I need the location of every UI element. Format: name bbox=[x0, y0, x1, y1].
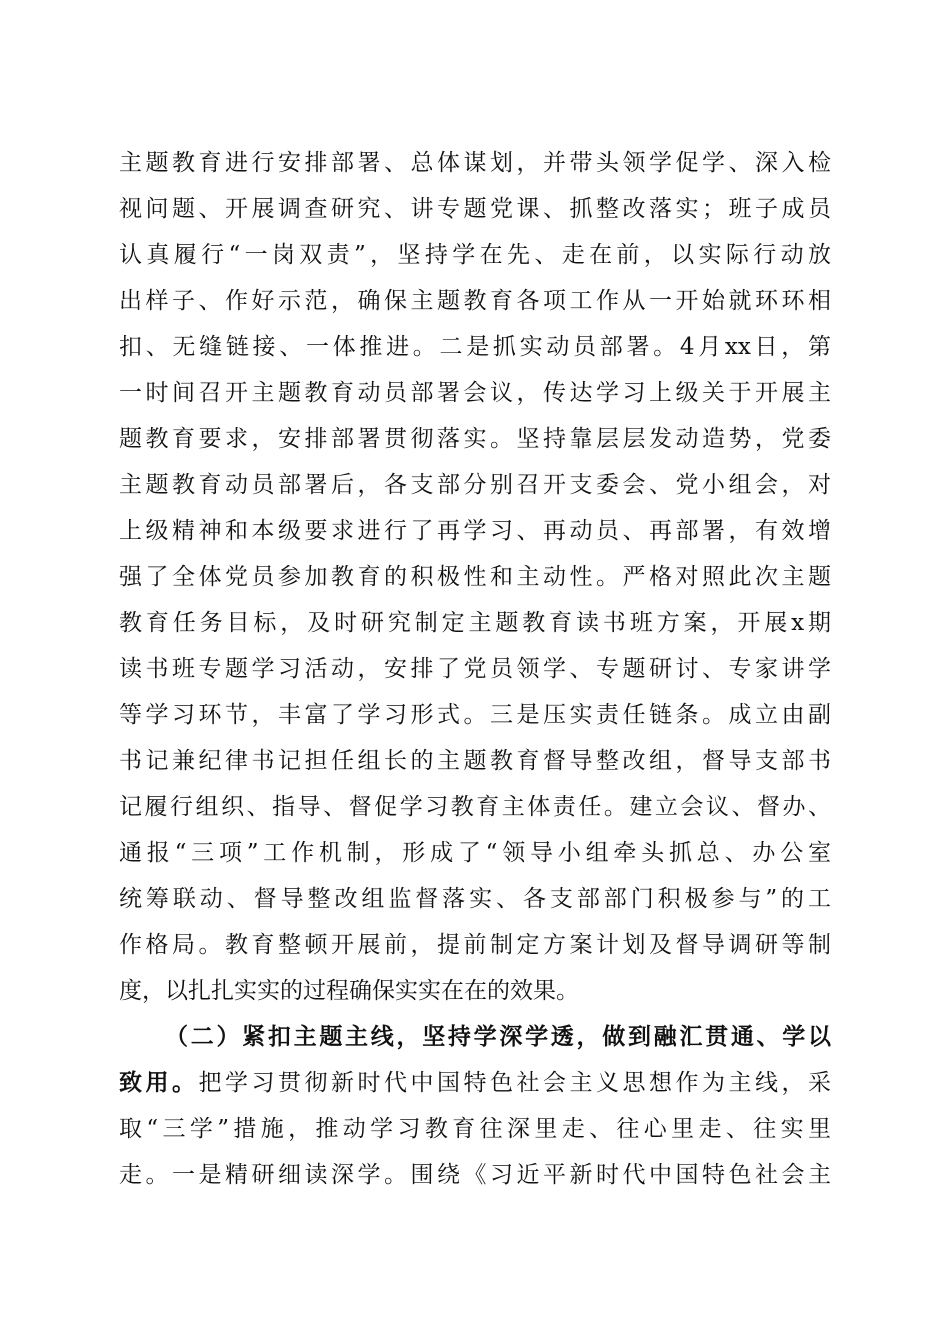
paragraph-line: 度，以扎扎实实的过程确保实实在在的效果。 bbox=[119, 978, 579, 1004]
paragraph-line: 读书班专题学习活动，安排了党员领学、专题研讨、专家讲学 bbox=[119, 656, 831, 682]
paragraph-text: 把学习贯彻新时代中国特色社会主义思想作为主线，采 bbox=[198, 1070, 831, 1096]
paragraph-line: 作格局。教育整顿开展前，提前制定方案计划及督导调研等制 bbox=[119, 932, 831, 958]
paragraph-line: 等学习环节，丰富了学习形式。三是压实责任链条。成立由副 bbox=[119, 702, 831, 728]
paragraph-line: 一时间召开主题教育动员部署会议，传达学习上级关于开展主 bbox=[119, 380, 831, 406]
paragraph-line: 视问题、开展调查研究、讲专题党课、抓整改落实；班子成员 bbox=[119, 196, 831, 222]
paragraph-line: 主题教育动员部署后，各支部分别召开支委会、党小组会，对 bbox=[119, 472, 831, 498]
paragraph-line: 扣、无缝链接、一体推进。二是抓实动员部署。4月xx日，第 bbox=[119, 334, 831, 360]
paragraph-line: 教育任务目标，及时研究制定主题教育读书班方案，开展x期 bbox=[119, 610, 831, 636]
paragraph-line: 走。一是精研细读深学。围绕《习近平新时代中国特色社会主 bbox=[119, 1162, 831, 1188]
section-heading-tail: 致用。 bbox=[119, 1069, 199, 1096]
paragraph-line: 认真履行“一岗双责”，坚持学在先、走在前，以实际行动放 bbox=[119, 242, 831, 268]
paragraph-line: 强了全体党员参加教育的积极性和主动性。严格对照此次主题 bbox=[119, 564, 831, 590]
paragraph-line: 通报“三项”工作机制，形成了“领导小组牵头抓总、办公室 bbox=[119, 840, 831, 866]
section-heading: （二）紧扣主题主线，坚持学深学透，做到融汇贯通、学以 bbox=[165, 1023, 831, 1050]
paragraph-line: 题教育要求，安排部署贯彻落实。坚持靠层层发动造势，党委 bbox=[119, 426, 831, 452]
paragraph-line: 上级精神和本级要求进行了再学习、再动员、再部署，有效增 bbox=[119, 518, 831, 544]
paragraph-line: 取“三学”措施，推动学习教育往深里走、往心里走、往实里 bbox=[119, 1116, 831, 1142]
paragraph-line: 统筹联动、督导整改组监督落实、各支部部门积极参与”的工 bbox=[119, 886, 831, 912]
paragraph-line: 主题教育进行安排部署、总体谋划，并带头领学促学、深入检 bbox=[119, 150, 831, 176]
paragraph-line: 记履行组织、指导、督促学习教育主体责任。建立会议、督办、 bbox=[119, 794, 831, 820]
paragraph-line: 出样子、作好示范，确保主题教育各项工作从一开始就环环相 bbox=[119, 288, 831, 314]
section-heading-continued bbox=[119, 1060, 831, 1106]
paragraph-line: 书记兼纪律书记担任组长的主题教育督导整改组，督导支部书 bbox=[119, 748, 831, 774]
body-text bbox=[119, 140, 831, 1198]
